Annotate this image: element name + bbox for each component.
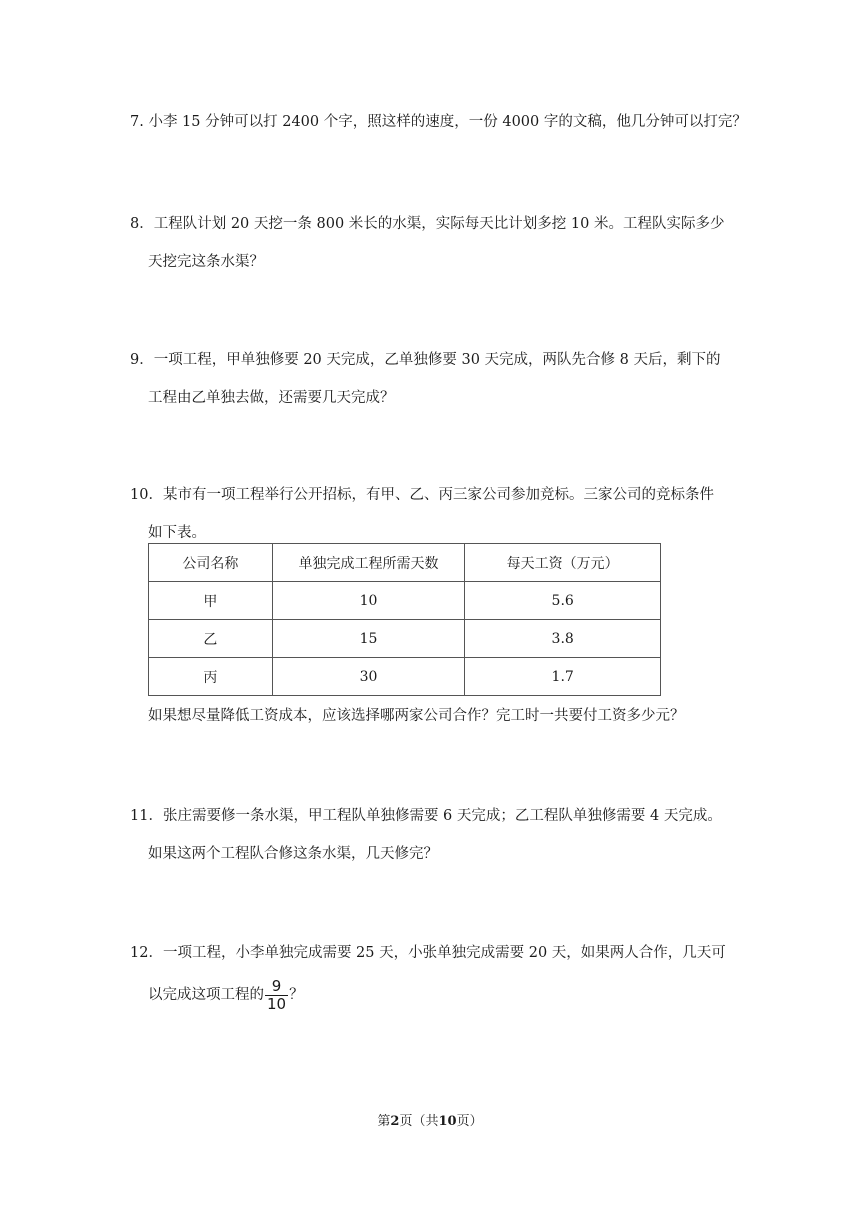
header-company-name: 公司名称 bbox=[149, 544, 273, 582]
header-days-required: 单独完成工程所需天数 bbox=[272, 544, 465, 582]
cell-company: 丙 bbox=[149, 658, 273, 696]
table-row bbox=[149, 658, 661, 696]
question-9-line-1: 9．一项工程，甲单独修要 20 天完成，乙单独修要 30 天完成，两队先合修 8 天后，剩下的 bbox=[130, 352, 721, 368]
question-11-line-1: 11．张庄需要修一条水渠，甲工程队单独修需要 6 天完成；乙工程队单独修需要 4 天完成。 bbox=[130, 808, 722, 824]
footer-total-pages: 10 bbox=[438, 1114, 457, 1129]
fraction-nine-tenths bbox=[265, 978, 288, 1013]
question-8-line-2: 天挖完这条水渠？ bbox=[148, 254, 264, 270]
question-11 bbox=[130, 797, 730, 873]
question-12-line-2-suffix: ？ bbox=[289, 987, 304, 1003]
question-10-line-3: 如果想尽量降低工资成本，应该选择哪两家公司合作？完工时一共要付工资多少元？ bbox=[148, 708, 685, 724]
cell-company: 甲 bbox=[149, 582, 273, 620]
question-10-line-1: 10．某市有一项工程举行公开招标，有甲、乙、丙三家公司参加竞标。三家公司的竞标条件 bbox=[130, 487, 714, 503]
cell-days: 30 bbox=[272, 658, 465, 696]
footer-middle: 页（共 bbox=[399, 1114, 439, 1129]
question-12 bbox=[130, 934, 730, 1018]
question-9-line-2: 工程由乙单独去做，还需要几天完成？ bbox=[148, 390, 395, 406]
cell-wage: 5.6 bbox=[465, 582, 661, 620]
question-11-line-2: 如果这两个工程队合修这条水渠，几天修完？ bbox=[148, 846, 438, 862]
question-9 bbox=[130, 341, 730, 417]
question-10-followup bbox=[130, 697, 730, 735]
question-12-line-2 bbox=[130, 972, 730, 1018]
question-7 bbox=[130, 103, 747, 141]
cell-wage: 3.8 bbox=[465, 620, 661, 658]
question-10-line-2: 如下表。 bbox=[148, 525, 206, 541]
header-daily-wage: 每天工资（万元） bbox=[465, 544, 661, 582]
question-8 bbox=[130, 205, 730, 281]
table-row bbox=[149, 582, 661, 620]
question-8-line-1: 8．工程队计划 20 天挖一条 800 米长的水渠，实际每天比计划多挖 10 米。工程队实际多少 bbox=[130, 216, 725, 232]
cell-days: 10 bbox=[272, 582, 465, 620]
footer-prefix: 第 bbox=[377, 1114, 391, 1129]
question-12-line-1: 12．一项工程，小李单独完成需要 25 天，小张单独完成需要 20 天，如果两人合作，几天可 bbox=[130, 945, 726, 961]
question-10 bbox=[130, 476, 730, 552]
fraction-numerator: 9 bbox=[265, 978, 288, 996]
footer-page-number: 2 bbox=[390, 1114, 400, 1129]
table-row bbox=[149, 620, 661, 658]
cell-wage: 1.7 bbox=[465, 658, 661, 696]
fraction-denominator: 10 bbox=[267, 994, 287, 1013]
page-footer bbox=[0, 1110, 860, 1129]
table-header-row bbox=[149, 544, 661, 582]
bid-conditions-table bbox=[148, 543, 661, 696]
question-7-line-1: 7. 小李 15 分钟可以打 2400 个字，照这样的速度，一份 4000 字的文稿，他几分钟可以打完？ bbox=[130, 114, 747, 130]
question-12-line-2-prefix: 以完成这项工程的 bbox=[148, 987, 264, 1003]
footer-suffix: 页） bbox=[456, 1114, 483, 1129]
cell-company: 乙 bbox=[149, 620, 273, 658]
cell-days: 15 bbox=[272, 620, 465, 658]
